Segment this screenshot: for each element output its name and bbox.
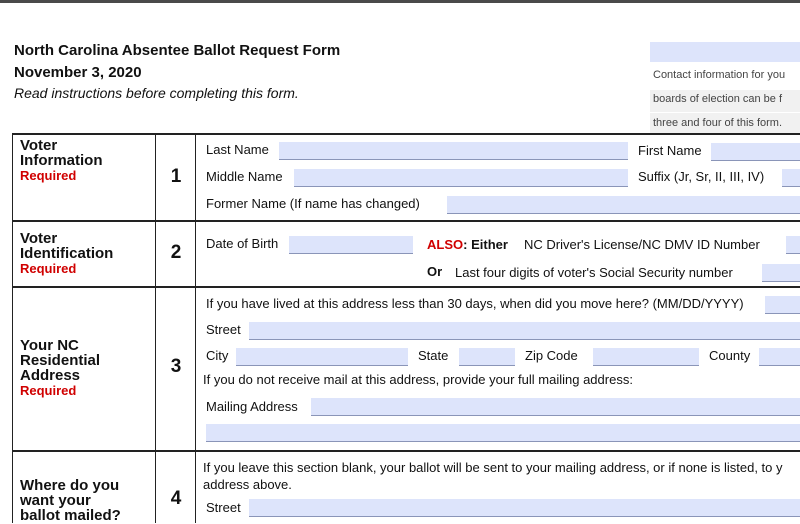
section-1-number: 1 [170, 166, 182, 187]
move-date-field[interactable] [765, 296, 800, 314]
mailing-address-label: Mailing Address [206, 399, 298, 414]
section-4-number: 4 [170, 488, 182, 509]
middle-name-field[interactable] [294, 169, 628, 187]
zip-label: Zip Code [525, 348, 578, 363]
ssn-label: Last four digits of voter's Social Security number [455, 265, 733, 280]
middle-name-label: Middle Name [206, 169, 283, 184]
ballot-street-field[interactable] [249, 499, 800, 517]
street-label: Street [206, 322, 241, 337]
section-3-label: Your NC Residential Address Required [20, 337, 101, 398]
also-either-label: ALSO: Either [427, 237, 508, 252]
contact-info-text: Contact information for you [653, 69, 786, 81]
move-date-question: If you have lived at this address less than 30 days, when did you move here? (MM/DD/YYYY) [206, 296, 744, 311]
section-4-label: Where do you want your ballot mailed? [20, 477, 121, 524]
mailing-address-line2-field[interactable] [206, 424, 800, 442]
state-field[interactable] [459, 348, 515, 366]
table-border [12, 133, 800, 135]
table-divider [12, 220, 800, 222]
drivers-license-label: NC Driver's License/NC DMV ID Number [524, 237, 760, 252]
ballot-street-label: Street [206, 500, 241, 515]
contact-info-text: boards of election can be f [653, 93, 783, 105]
first-name-label: First Name [638, 143, 702, 158]
dob-field[interactable] [289, 236, 413, 254]
county-board-field[interactable] [650, 42, 800, 62]
city-field[interactable] [236, 348, 408, 366]
form-title: North Carolina Absentee Ballot Request Form [14, 42, 341, 59]
ballot-mailing-note: address above. [203, 477, 292, 492]
table-divider [12, 286, 800, 288]
state-label: State [418, 348, 449, 363]
required-indicator: Required [20, 261, 77, 276]
county-field[interactable] [759, 348, 800, 366]
suffix-field[interactable] [782, 169, 800, 187]
residential-street-field[interactable] [249, 322, 800, 340]
zip-field[interactable] [593, 348, 699, 366]
table-border [12, 133, 13, 523]
mailing-address-field[interactable] [311, 398, 800, 416]
mailing-note: If you do not receive mail at this address, provide your full mailing address: [203, 372, 633, 387]
last-name-label: Last Name [206, 142, 269, 157]
former-name-field[interactable] [447, 196, 800, 214]
section-2-number: 2 [170, 242, 182, 263]
form-instructions: Read instructions before completing this form. [14, 85, 299, 101]
required-indicator: Required [20, 168, 77, 183]
table-divider [12, 450, 800, 452]
contact-info-text: three and four of this form. [653, 117, 783, 129]
section-1-label: Voter Information Required [20, 137, 103, 183]
required-indicator: Required [20, 383, 77, 398]
window-top-border [0, 0, 800, 3]
election-date: November 3, 2020 [14, 64, 142, 81]
table-divider [195, 133, 196, 523]
suffix-label: Suffix (Jr, Sr, II, III, IV) [638, 169, 765, 184]
first-name-field[interactable] [711, 143, 800, 161]
table-divider [155, 133, 156, 523]
section-3-number: 3 [170, 356, 182, 377]
section-2-label: Voter Identification Required [20, 230, 114, 276]
ballot-mailing-note: If you leave this section blank, your ballot will be sent to your mailing address, or if none is listed, to y [203, 460, 783, 475]
former-name-label: Former Name (If name has changed) [206, 196, 420, 211]
dob-label: Date of Birth [206, 236, 279, 251]
or-label: Or [427, 264, 443, 279]
city-label: City [206, 348, 229, 363]
last-name-field[interactable] [279, 142, 628, 160]
county-label: County [709, 348, 751, 363]
ssn-last4-field[interactable] [762, 264, 800, 282]
drivers-license-field[interactable] [786, 236, 800, 254]
